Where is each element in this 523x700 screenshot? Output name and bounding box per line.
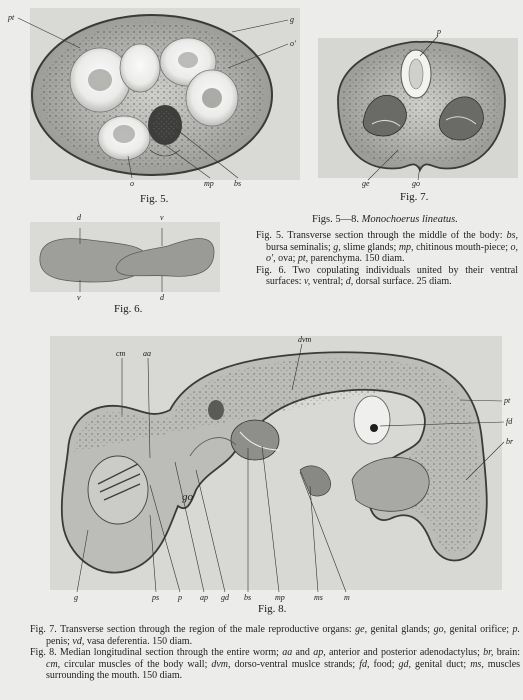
legend-fig8-head: Fig. 8. [30, 647, 57, 658]
legend-fig8-ms: ms, [470, 658, 484, 670]
legend-fig5-g: g, [333, 241, 341, 253]
fig8-label-pt: pt [504, 396, 511, 405]
legend-fig5-head: Fig. 5. [256, 230, 284, 241]
legend-fig8-cm-text: circular muscles of the body wall; [60, 658, 208, 670]
plate-title-prefix: Figs. 5—8. [312, 214, 359, 225]
fig5-label-mp: mp [204, 179, 214, 188]
legend-fig8-cm: cm, [46, 658, 61, 670]
legend-fig8-gd-text: genital duct; [411, 658, 467, 670]
legend-fig6-d-text: dorsal surface. [353, 276, 415, 287]
fig8-label-m: m [344, 593, 350, 602]
legend-fig7-head: Fig. 7. [30, 624, 57, 635]
legend-fig5-mp: mp, [398, 241, 414, 253]
legend-fig8-body: Median longitudinal section through the entire worm; [59, 647, 279, 658]
fig8-caption: Fig. 8. [258, 603, 287, 615]
legend-fig8-ms-text: muscles surrounding the mouth. [46, 658, 521, 681]
legend-fig8-ap: ap, [313, 647, 326, 658]
legend-fig8 [30, 647, 520, 682]
fig8-label-mp: mp [275, 593, 285, 602]
fig8-label-cm: cm [116, 349, 126, 358]
legend-fig7-go: go, [433, 624, 447, 635]
legend-fig7-p: p. [512, 624, 521, 635]
fig8-label-g: g [74, 593, 78, 602]
legend-fig8-br: br, [483, 647, 494, 658]
legend-fig5-body: Transverse section through the middle of the body: [287, 230, 503, 241]
fig8-label-br: br [506, 437, 514, 446]
fig8-label-aa: aa [143, 349, 151, 358]
legend-fig5-o: o, o', [266, 241, 519, 264]
legend-fig7-p-text: penis; [46, 635, 70, 647]
fig8-label-fd: fd [506, 417, 513, 426]
fig8-label-ps: ps [152, 593, 160, 602]
legend-fig5-pt-text: parenchyma. [308, 253, 363, 264]
fig6-caption: Fig. 6. [114, 303, 143, 315]
legend-fig5 [256, 230, 518, 265]
fig7-caption: Fig. 7. [400, 191, 429, 203]
fig5-caption: Fig. 5. [140, 193, 169, 205]
legend-fig5-g-text: slime glands; [340, 241, 397, 253]
fig5-label-o-prime: o' [290, 39, 296, 48]
fig5-label-o: o [130, 179, 134, 188]
fig8-label-ap: ap [200, 593, 208, 602]
figure-6 [30, 222, 220, 292]
legend-fig5-scale: 150 diam. [364, 253, 405, 264]
legend-fig8-aa: aa [282, 647, 293, 658]
legend-fig6-d: d, [345, 276, 354, 287]
fig7-label-go: go [412, 179, 420, 188]
fig7-label-p: p [437, 27, 441, 36]
fig6-label-v-top: v [160, 213, 164, 222]
legend-fig7-ge: ge, [355, 624, 368, 635]
legend-fig5-bs: bs, [506, 230, 519, 241]
legend-fig5-pt: pt, [297, 253, 309, 264]
legend-figures-7-8 [30, 624, 520, 682]
fig8-label-p: p [178, 593, 182, 602]
legend-fig8-dvm: dvm, [211, 658, 231, 670]
legend-fig8-and: and [292, 647, 314, 658]
fig5-label-pt: pt [8, 13, 15, 22]
fig7-label-ge: ge [362, 179, 370, 188]
legend-fig6-scale: 25 diam. [416, 276, 452, 287]
legend-fig7-vd: vd, [72, 635, 85, 647]
plate-title-species: Monochoerus lineatus. [361, 214, 458, 225]
legend-fig6-body: Two copulating individuals united by their ventral surfaces: [266, 264, 519, 287]
legend-figures-5-6 [256, 230, 518, 288]
legend-fig8-br-text: brain: [493, 647, 521, 658]
legend-fig8-gd: gd, [398, 658, 412, 670]
legend-fig7-ge-text: genital glands; [367, 624, 431, 635]
legend-fig8-fd-text: food; [369, 658, 395, 670]
legend-fig8-aa-text: anterior and posterior adenodactylus; [325, 647, 480, 658]
legend-fig6 [256, 265, 518, 288]
fig5-label-bs: bs [234, 179, 242, 188]
legend-fig7-vd-text: vasa deferentia. [84, 635, 150, 647]
fig6-label-d-bottom: d [160, 293, 164, 302]
fig8-label-gd: gd [221, 593, 229, 602]
legend-fig8-scale: 150 diam. [142, 670, 183, 681]
legend-fig7 [30, 624, 520, 647]
fig6-label-d-top: d [77, 213, 81, 222]
legend-fig5-bs-text: bursa seminalis; [266, 241, 331, 253]
plate-title [312, 214, 518, 226]
fig8-label-dvm: dvm [298, 335, 312, 344]
legend-fig6-head: Fig. 6. [256, 264, 287, 276]
legend-fig8-fd: fd, [359, 658, 370, 670]
figure-7 [318, 38, 518, 178]
fig8-label-ms: ms [314, 593, 323, 602]
legend-fig7-body: Transverse section through the region of the male reproductive organs: [60, 624, 352, 635]
legend-fig5-o-text: ova; [275, 253, 296, 264]
figure-8 [50, 336, 502, 590]
figure-5 [30, 8, 300, 180]
fig8-label-bs: bs [244, 593, 252, 602]
fig5-label-g: g [290, 15, 294, 24]
legend-fig7-go-text: genital orifice; [446, 624, 510, 635]
legend-fig6-v-text: ventral; [310, 276, 344, 287]
legend-fig8-dvm-text: dorso-ventral muslce strands; [230, 658, 356, 670]
fig6-label-v-bottom: v [77, 293, 81, 302]
legend-fig5-mp-text: chitinous mouth-piece; [413, 241, 508, 253]
legend-fig7-scale: 150 diam. [152, 635, 193, 647]
fig8-label-go: go [182, 491, 193, 503]
legend-fig6-v: v, [304, 276, 311, 287]
